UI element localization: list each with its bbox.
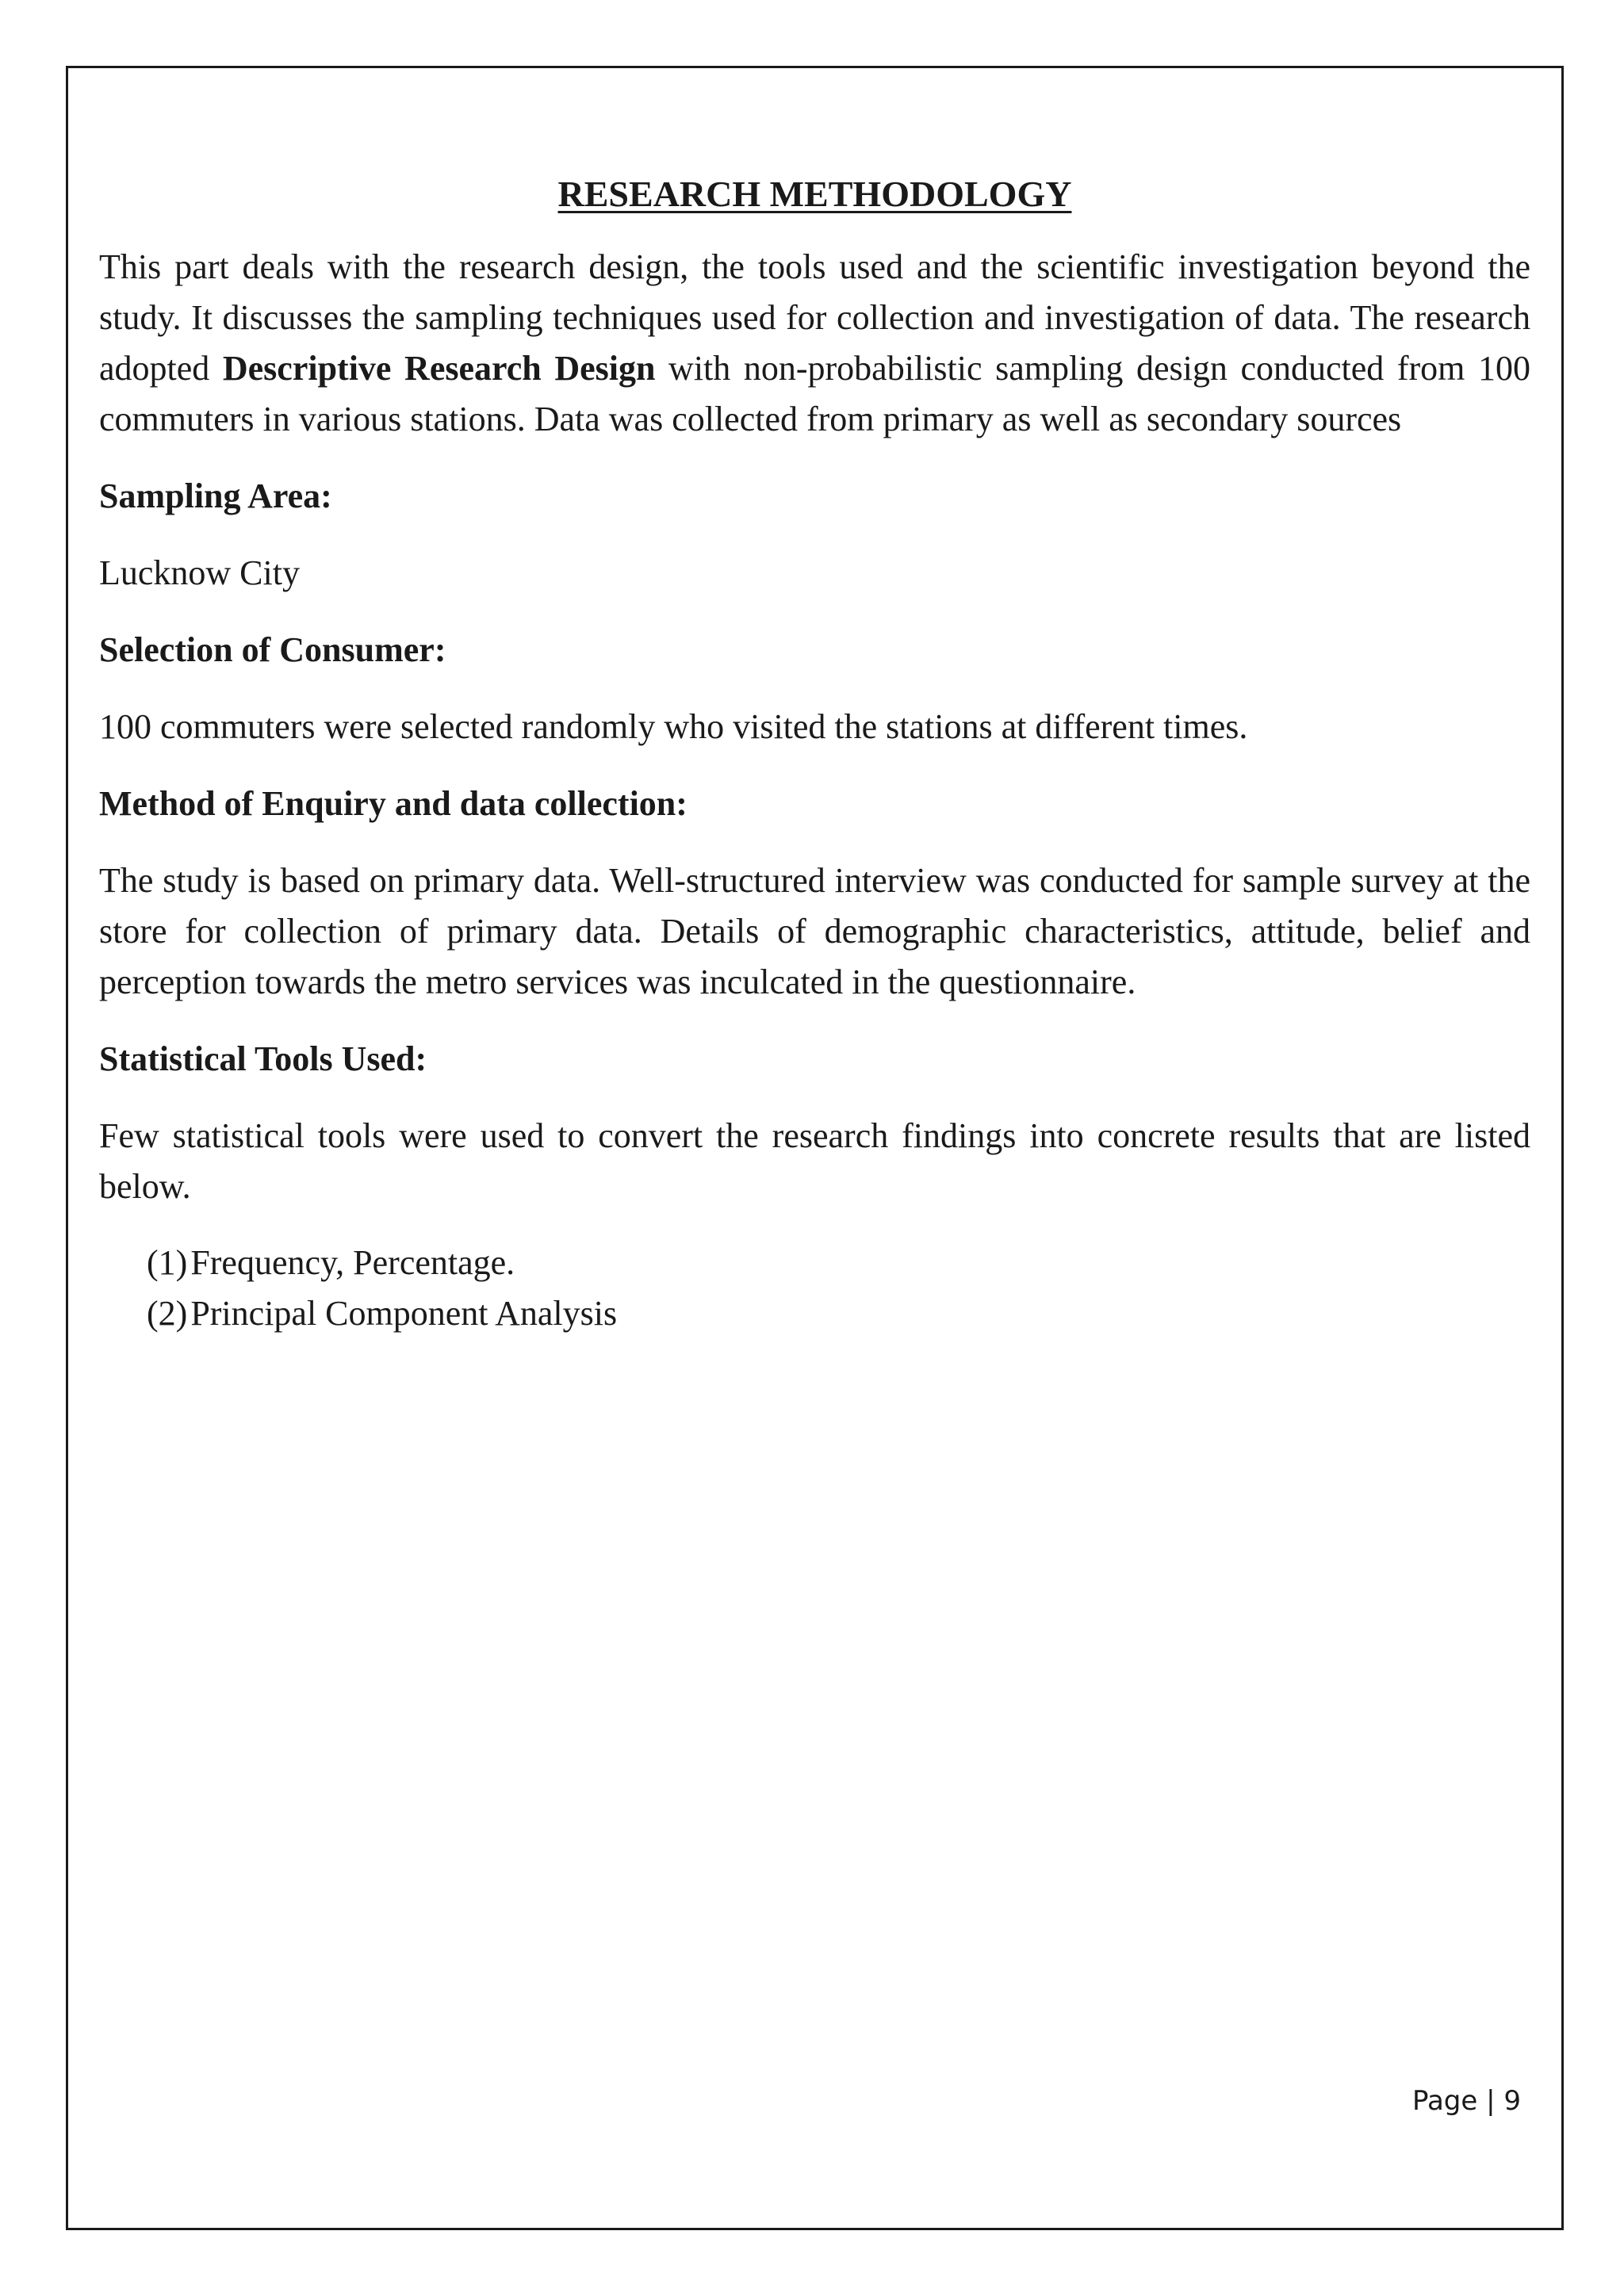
list-item-label: Principal Component Analysis — [190, 1294, 618, 1333]
page-number: Page | 9 — [1411, 2085, 1521, 2117]
tools-list — [147, 1238, 1530, 1339]
list-item-label: Frequency, Percentage. — [190, 1243, 515, 1282]
sampling-area-heading: Sampling Area: — [99, 476, 332, 515]
intro-paragraph — [99, 242, 1530, 445]
tools-heading: Statistical Tools Used: — [99, 1039, 427, 1078]
selection-heading: Selection of Consumer: — [99, 630, 446, 669]
intro-text-start: This part deals with the research design, the tools used and the scientific investigation beyond the study. It discusses the sampling techniques used for collection and investigation of data. The research adopted — [99, 247, 1530, 388]
page-content — [99, 170, 1530, 1339]
list-item — [147, 1238, 1530, 1288]
page-title: RESEARCH METHODOLOGY — [557, 174, 1072, 214]
tools-text: Few statistical tools were used to convert the research findings into concrete results that are listed below. — [99, 1116, 1530, 1206]
list-item-number: (2) — [147, 1294, 188, 1333]
list-item — [147, 1288, 1530, 1339]
method-heading: Method of Enquiry and data collection: — [99, 784, 688, 823]
intro-bold-term: Descriptive Research Design — [222, 349, 656, 388]
list-item-number: (1) — [147, 1243, 188, 1282]
method-text: The study is based on primary data. Well-structured interview was conducted for sample survey at the store for collection of primary data. Details of demographic characteristics, attitude, belief and perception towards the metro services was inculcated in the questionnaire. — [99, 861, 1530, 1001]
intro-text-end: with non-probabilistic sampling design conducted from 100 commuters in various stations. Data was collected from primary as well as secondary sources — [99, 349, 1530, 438]
sampling-area-text: Lucknow City — [99, 553, 300, 592]
selection-text: 100 commuters were selected randomly who visited the stations at different times. — [99, 707, 1248, 746]
